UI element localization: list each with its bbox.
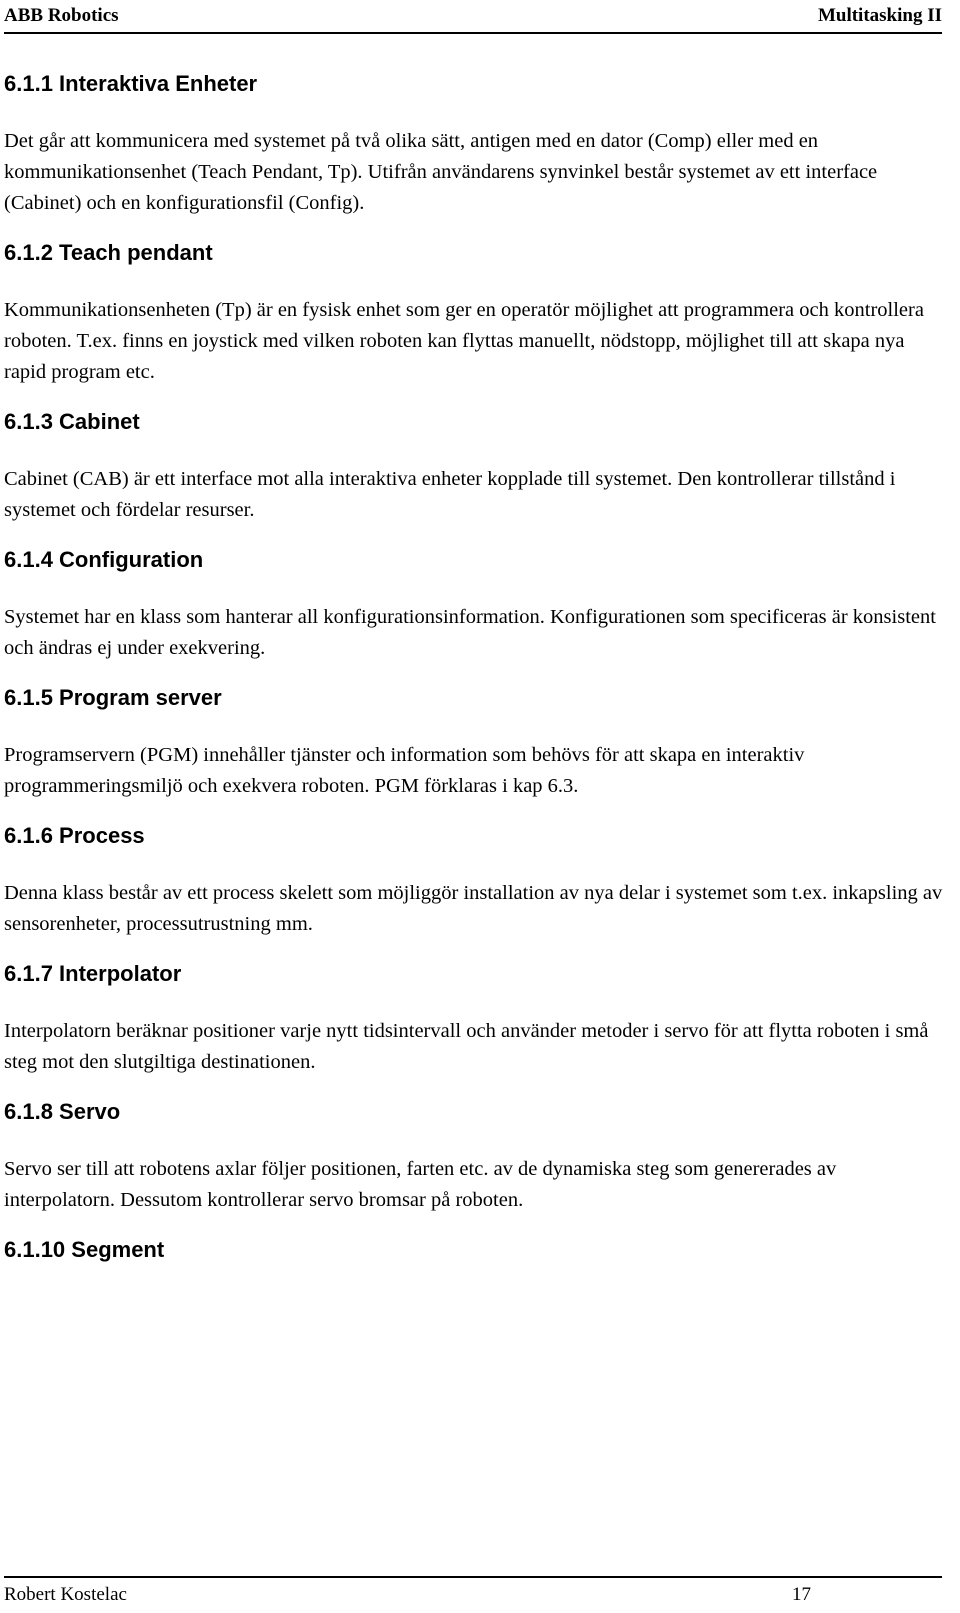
section-paragraph: Cabinet (CAB) är ett interface mot alla interaktiva enheter kopplade till systemet. Den kontrollerar tillstånd i systemet och fördelar resurser.: [4, 468, 896, 521]
section-teach-pendant: [4, 239, 944, 388]
section-paragraph: Systemet har en klass som hanterar all konfigurationsinformation. Konfigurationen som specificeras är konsistent och ändras ej under exekvering.: [4, 606, 936, 659]
section-paragraph: Servo ser till att robotens axlar följer positionen, farten etc. av de dynamiska steg som genererades av interpolatorn. Dessutom kontrollerar servo bromsar på roboten.: [4, 1158, 837, 1211]
section-paragraph: Det går att kommunicera med systemet på två olika sätt, antigen med en dator (Comp) eller med en kommunikationsenhet (Teach Pendant, Tp). Utifrån användarens synvinkel består systemet av ett interface (Cabinet) och en konfigurationsfil (Config).: [4, 130, 878, 214]
section-interaktiva-enheter: [4, 70, 944, 219]
section-paragraph: Kommunikationsenheten (Tp) är en fysisk enhet som ger en operatör möjlighet att programmera och kontrollera roboten. T.ex. finns en joystick med vilken roboten kan flyttas manuellt, nödstopp, möjlighet till att skapa nya rapid program etc.: [4, 299, 924, 383]
page-number: 17: [792, 1584, 811, 1605]
section-heading: 6.1.8 Servo: [4, 1099, 121, 1124]
page-footer: [4, 1576, 942, 1608]
section-cabinet: [4, 408, 944, 526]
section-paragraph: Interpolatorn beräknar positioner varje nytt tidsintervall och använder metoder i servo för att flytta roboten i små steg mot den slutgiltiga destinationen.: [4, 1020, 929, 1073]
section-paragraph: Programservern (PGM) innehåller tjänster och information som behövs för att skapa en interaktiv programmeringsmiljö och exekvera roboten. PGM förklaras i kap 6.3.: [4, 744, 805, 797]
section-heading: 6.1.10 Segment: [4, 1237, 165, 1262]
header-title: Multitasking II: [817, 5, 942, 26]
section-heading: 6.1.4 Configuration: [4, 547, 204, 572]
header-company: ABB Robotics: [4, 5, 119, 26]
section-paragraph: Denna klass består av ett process skelett som möjliggör installation av nya delar i systemet som t.ex. inkapsling av sensorenheter, processutrustning mm.: [4, 882, 943, 935]
section-heading: 6.1.1 Interaktiva Enheter: [4, 71, 258, 96]
section-heading: 6.1.7 Interpolator: [4, 961, 182, 986]
section-heading: 6.1.2 Teach pendant: [4, 240, 213, 265]
section-segment: [4, 1236, 944, 1264]
section-configuration: [4, 546, 944, 664]
document-body: [4, 70, 944, 1292]
section-interpolator: [4, 960, 944, 1078]
section-process: [4, 822, 944, 940]
footer-author: Robert Kostelac: [4, 1584, 127, 1605]
section-heading: 6.1.6 Process: [4, 823, 145, 848]
section-program-server: [4, 684, 944, 802]
section-servo: [4, 1098, 944, 1216]
section-heading: 6.1.5 Program server: [4, 685, 222, 710]
page-header: [4, 0, 942, 34]
section-heading: 6.1.3 Cabinet: [4, 409, 140, 434]
